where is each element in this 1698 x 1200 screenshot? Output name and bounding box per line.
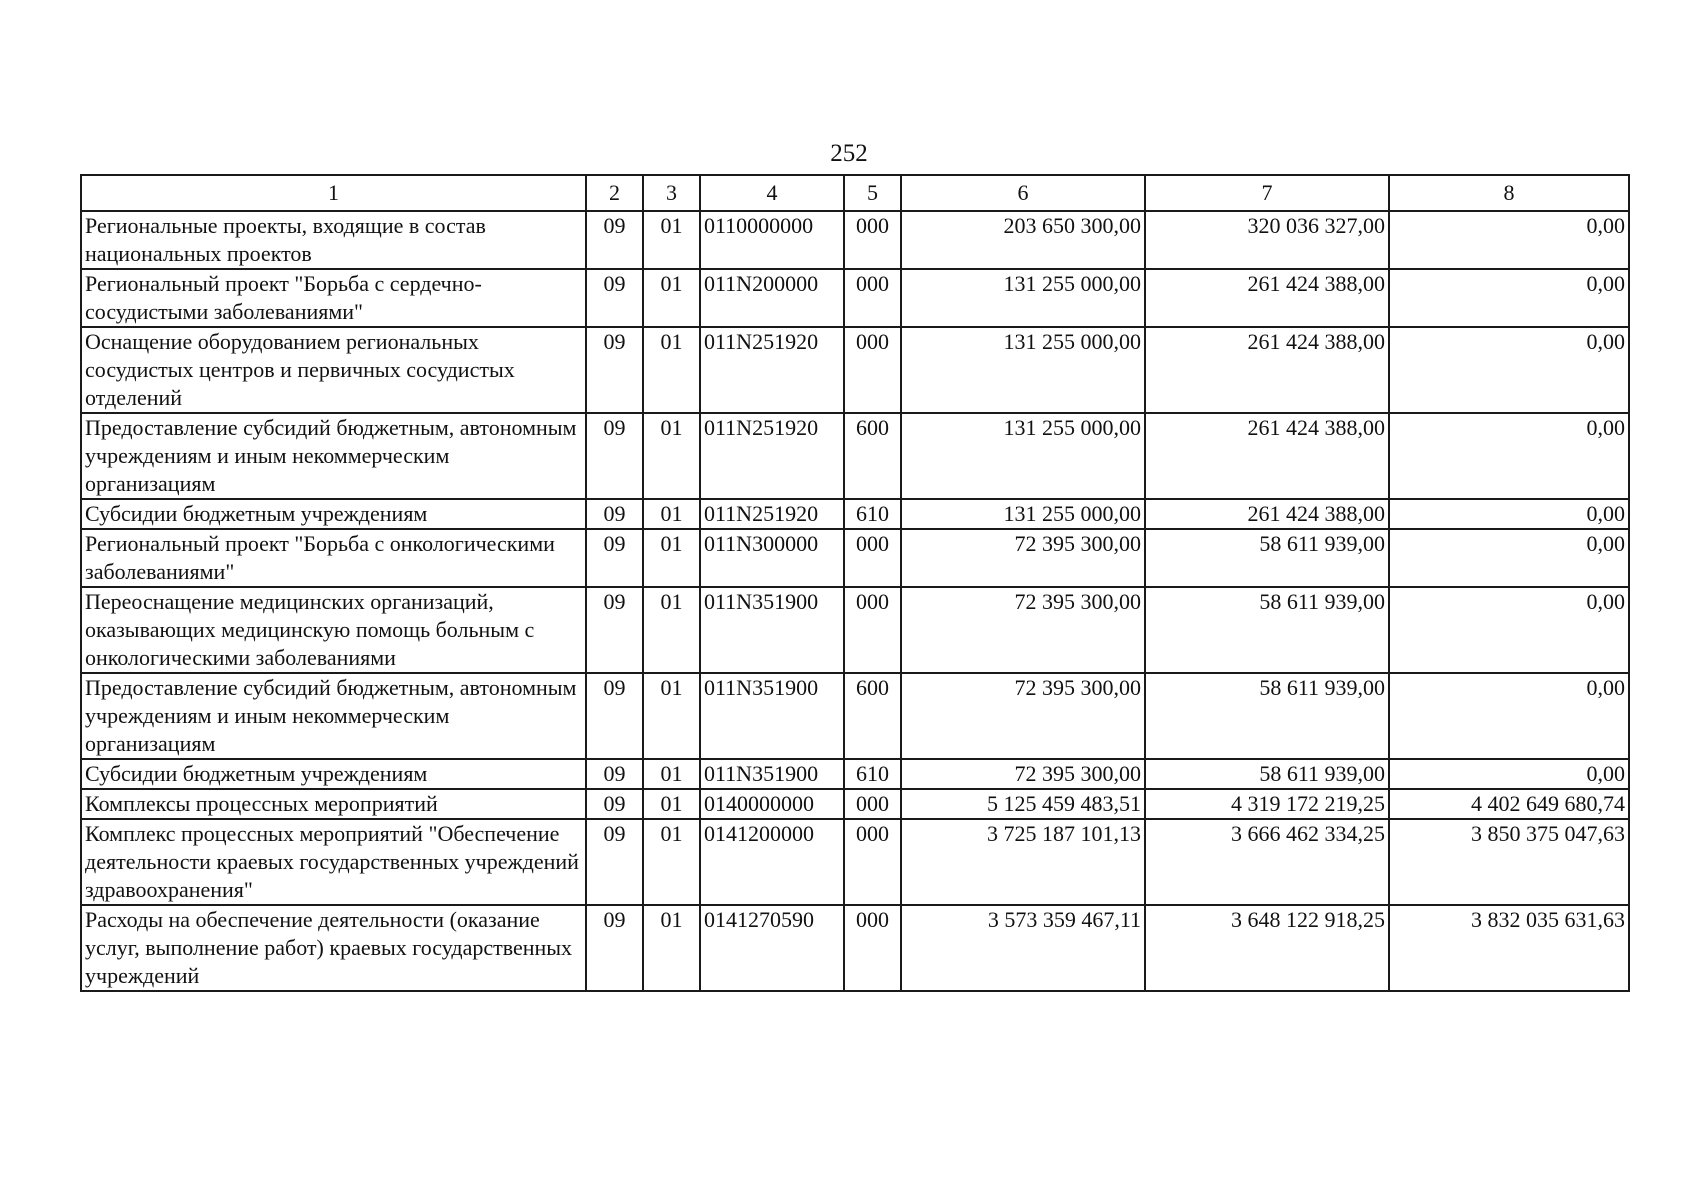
subsection-code-cell: 01 bbox=[643, 759, 700, 789]
section-code-cell: 09 bbox=[586, 327, 643, 413]
amount-col6-cell: 72 395 300,00 bbox=[901, 529, 1145, 587]
row-name-cell: Оснащение оборудованием региональных сосудистых центров и первичных сосудистых отделений bbox=[81, 327, 586, 413]
amount-col6-cell: 131 255 000,00 bbox=[901, 499, 1145, 529]
target-article-cell: 011N351900 bbox=[700, 587, 844, 673]
amount-col8-cell: 0,00 bbox=[1389, 413, 1629, 499]
section-code-cell: 09 bbox=[586, 789, 643, 819]
row-name-cell: Региональный проект "Борьба с сердечно-сосудистыми заболеваниями" bbox=[81, 269, 586, 327]
section-code-cell: 09 bbox=[586, 759, 643, 789]
amount-col6-cell: 3 573 359 467,11 bbox=[901, 905, 1145, 991]
target-article-cell: 011N200000 bbox=[700, 269, 844, 327]
section-code-cell: 09 bbox=[586, 819, 643, 905]
amount-col7-cell: 58 611 939,00 bbox=[1145, 529, 1389, 587]
target-article-cell: 0110000000 bbox=[700, 211, 844, 269]
table-row bbox=[81, 905, 1629, 991]
table-row bbox=[81, 529, 1629, 587]
amount-col8-cell: 0,00 bbox=[1389, 759, 1629, 789]
expense-type-cell: 600 bbox=[844, 413, 901, 499]
subsection-code-cell: 01 bbox=[643, 819, 700, 905]
table-row bbox=[81, 327, 1629, 413]
amount-col6-cell: 131 255 000,00 bbox=[901, 327, 1145, 413]
header-cell-2: 2 bbox=[586, 175, 643, 211]
section-code-cell: 09 bbox=[586, 529, 643, 587]
table-row bbox=[81, 499, 1629, 529]
header-cell-1: 1 bbox=[81, 175, 586, 211]
amount-col8-cell: 0,00 bbox=[1389, 587, 1629, 673]
table-row bbox=[81, 211, 1629, 269]
amount-col7-cell: 320 036 327,00 bbox=[1145, 211, 1389, 269]
target-article-cell: 0141200000 bbox=[700, 819, 844, 905]
row-name-cell: Региональный проект "Борьба с онкологическими заболеваниями" bbox=[81, 529, 586, 587]
expense-type-cell: 610 bbox=[844, 499, 901, 529]
row-name-cell: Субсидии бюджетным учреждениям bbox=[81, 759, 586, 789]
row-name-cell: Расходы на обеспечение деятельности (оказание услуг, выполнение работ) краевых государственных учреждений bbox=[81, 905, 586, 991]
row-name-cell: Предоставление субсидий бюджетным, автономным учреждениям и иным некоммерческим организациям bbox=[81, 673, 586, 759]
row-name-cell: Предоставление субсидий бюджетным, автономным учреждениям и иным некоммерческим организациям bbox=[81, 413, 586, 499]
expense-type-cell: 000 bbox=[844, 819, 901, 905]
budget-table bbox=[80, 174, 1630, 992]
amount-col6-cell: 203 650 300,00 bbox=[901, 211, 1145, 269]
amount-col7-cell: 58 611 939,00 bbox=[1145, 759, 1389, 789]
table-row bbox=[81, 413, 1629, 499]
row-name-cell: Субсидии бюджетным учреждениям bbox=[81, 499, 586, 529]
page-number: 252 bbox=[830, 140, 868, 167]
header-row bbox=[81, 175, 1629, 211]
amount-col7-cell: 4 319 172 219,25 bbox=[1145, 789, 1389, 819]
amount-col8-cell: 0,00 bbox=[1389, 673, 1629, 759]
table-row bbox=[81, 759, 1629, 789]
subsection-code-cell: 01 bbox=[643, 529, 700, 587]
subsection-code-cell: 01 bbox=[643, 905, 700, 991]
table-row bbox=[81, 587, 1629, 673]
subsection-code-cell: 01 bbox=[643, 413, 700, 499]
subsection-code-cell: 01 bbox=[643, 673, 700, 759]
row-name-cell: Комплекс процессных мероприятий "Обеспечение деятельности краевых государственных учреждений здравоохранения" bbox=[81, 819, 586, 905]
target-article-cell: 011N351900 bbox=[700, 673, 844, 759]
amount-col8-cell: 0,00 bbox=[1389, 529, 1629, 587]
amount-col7-cell: 261 424 388,00 bbox=[1145, 327, 1389, 413]
table-row bbox=[81, 789, 1629, 819]
expense-type-cell: 000 bbox=[844, 789, 901, 819]
row-name-cell: Переоснащение медицинских организаций, оказывающих медицинскую помощь больным с онкологическими заболеваниями bbox=[81, 587, 586, 673]
amount-col6-cell: 131 255 000,00 bbox=[901, 413, 1145, 499]
target-article-cell: 011N300000 bbox=[700, 529, 844, 587]
expense-type-cell: 600 bbox=[844, 673, 901, 759]
section-code-cell: 09 bbox=[586, 673, 643, 759]
target-article-cell: 0141270590 bbox=[700, 905, 844, 991]
amount-col7-cell: 3 648 122 918,25 bbox=[1145, 905, 1389, 991]
section-code-cell: 09 bbox=[586, 413, 643, 499]
amount-col6-cell: 3 725 187 101,13 bbox=[901, 819, 1145, 905]
amount-col6-cell: 72 395 300,00 bbox=[901, 587, 1145, 673]
expense-type-cell: 000 bbox=[844, 587, 901, 673]
amount-col7-cell: 3 666 462 334,25 bbox=[1145, 819, 1389, 905]
amount-col7-cell: 261 424 388,00 bbox=[1145, 269, 1389, 327]
amount-col8-cell: 3 832 035 631,63 bbox=[1389, 905, 1629, 991]
amount-col6-cell: 72 395 300,00 bbox=[901, 759, 1145, 789]
section-code-cell: 09 bbox=[586, 269, 643, 327]
target-article-cell: 011N251920 bbox=[700, 499, 844, 529]
expense-type-cell: 000 bbox=[844, 327, 901, 413]
amount-col7-cell: 58 611 939,00 bbox=[1145, 673, 1389, 759]
target-article-cell: 011N251920 bbox=[700, 327, 844, 413]
subsection-code-cell: 01 bbox=[643, 499, 700, 529]
section-code-cell: 09 bbox=[586, 211, 643, 269]
amount-col6-cell: 131 255 000,00 bbox=[901, 269, 1145, 327]
amount-col8-cell: 0,00 bbox=[1389, 327, 1629, 413]
header-cell-8: 8 bbox=[1389, 175, 1629, 211]
section-code-cell: 09 bbox=[586, 587, 643, 673]
header-cell-5: 5 bbox=[844, 175, 901, 211]
header-cell-6: 6 bbox=[901, 175, 1145, 211]
expense-type-cell: 000 bbox=[844, 905, 901, 991]
row-name-cell: Региональные проекты, входящие в состав национальных проектов bbox=[81, 211, 586, 269]
subsection-code-cell: 01 bbox=[643, 327, 700, 413]
amount-col8-cell: 0,00 bbox=[1389, 269, 1629, 327]
target-article-cell: 011N351900 bbox=[700, 759, 844, 789]
expense-type-cell: 000 bbox=[844, 269, 901, 327]
subsection-code-cell: 01 bbox=[643, 587, 700, 673]
expense-type-cell: 610 bbox=[844, 759, 901, 789]
amount-col7-cell: 261 424 388,00 bbox=[1145, 499, 1389, 529]
table-row bbox=[81, 269, 1629, 327]
expense-type-cell: 000 bbox=[844, 529, 901, 587]
amount-col6-cell: 5 125 459 483,51 bbox=[901, 789, 1145, 819]
amount-col7-cell: 58 611 939,00 bbox=[1145, 587, 1389, 673]
row-name-cell: Комплексы процессных мероприятий bbox=[81, 789, 586, 819]
header-cell-4: 4 bbox=[700, 175, 844, 211]
header-cell-3: 3 bbox=[643, 175, 700, 211]
amount-col7-cell: 261 424 388,00 bbox=[1145, 413, 1389, 499]
table-row bbox=[81, 819, 1629, 905]
amount-col8-cell: 0,00 bbox=[1389, 499, 1629, 529]
subsection-code-cell: 01 bbox=[643, 269, 700, 327]
subsection-code-cell: 01 bbox=[643, 789, 700, 819]
table-row bbox=[81, 673, 1629, 759]
amount-col8-cell: 4 402 649 680,74 bbox=[1389, 789, 1629, 819]
section-code-cell: 09 bbox=[586, 905, 643, 991]
amount-col6-cell: 72 395 300,00 bbox=[901, 673, 1145, 759]
target-article-cell: 0140000000 bbox=[700, 789, 844, 819]
header-cell-7: 7 bbox=[1145, 175, 1389, 211]
expense-type-cell: 000 bbox=[844, 211, 901, 269]
subsection-code-cell: 01 bbox=[643, 211, 700, 269]
amount-col8-cell: 3 850 375 047,63 bbox=[1389, 819, 1629, 905]
target-article-cell: 011N251920 bbox=[700, 413, 844, 499]
amount-col8-cell: 0,00 bbox=[1389, 211, 1629, 269]
section-code-cell: 09 bbox=[586, 499, 643, 529]
